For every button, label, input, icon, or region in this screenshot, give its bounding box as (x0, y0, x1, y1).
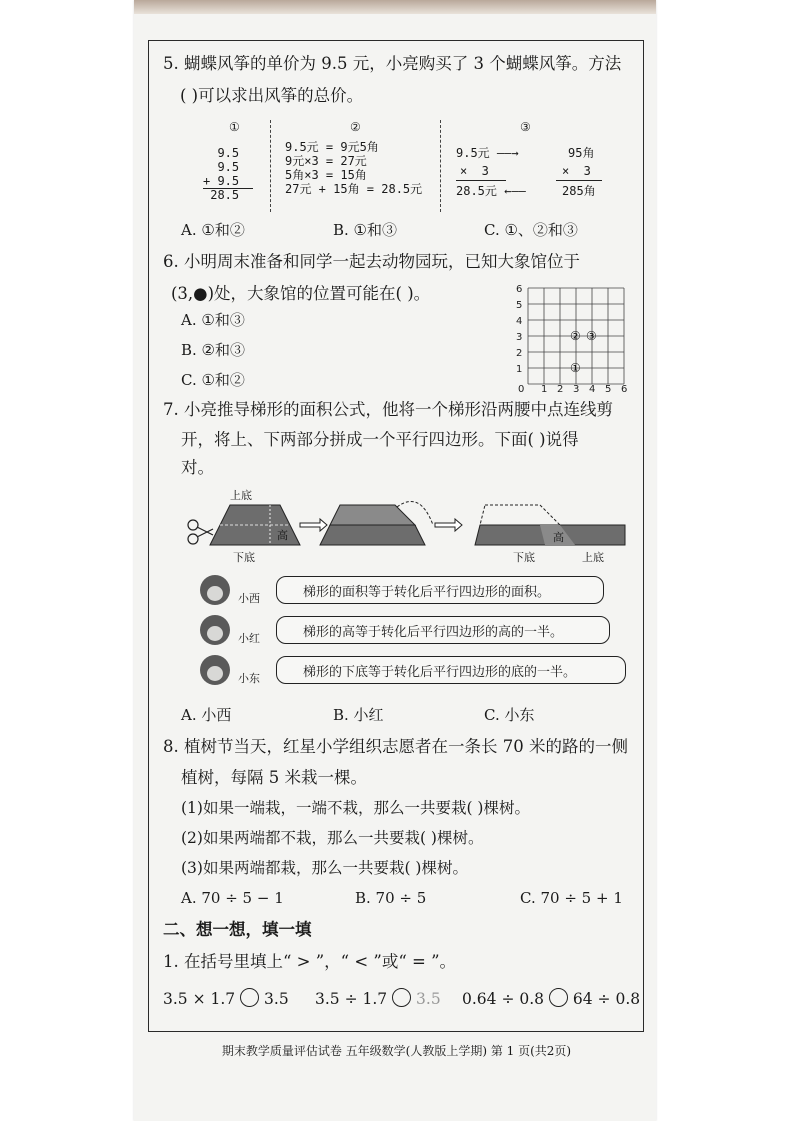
speech-bubble-xiaoxi (276, 576, 604, 604)
speech-bubble-xiaohong (276, 616, 610, 644)
label-bottom-base-1: 下底 (233, 551, 255, 564)
grid-x-1: 1 (541, 384, 548, 392)
grid-mark-3: ③ (586, 329, 597, 343)
grid-y-6: 6 (516, 284, 523, 295)
q8-sub2: (2)如果两端都不栽，那么一共要栽( )棵树。 (181, 829, 484, 847)
grid-x-6: 6 (621, 384, 628, 392)
moved-piece-outline (480, 505, 560, 525)
compare-1-right: 3.5 (264, 990, 289, 1008)
q8-option-a[interactable]: A. 70 ÷ 5 − 1 (181, 889, 284, 907)
speech-xiaodong: 梯形的下底等于转化后平行四边形的底的一半。 (303, 665, 577, 680)
q5-method3-rule2 (556, 180, 602, 181)
grid-x-2: 2 (557, 384, 564, 392)
q7-trapezoid-diagram (185, 485, 630, 570)
compare-1-left: 3.5 × 1.7 (163, 990, 236, 1008)
compare-3 (462, 988, 640, 1009)
q7-option-c[interactable]: C. 小东 (484, 706, 535, 724)
compare-1 (163, 988, 289, 1009)
speech-xiaohong: 梯形的高等于转化后平行四边形的高的一半。 (303, 625, 564, 640)
q5-method3-a2: 95角 (568, 146, 595, 160)
avatar-xiaohong (200, 615, 230, 645)
grid-mark-2: ② (570, 329, 581, 343)
scan-top-edge (134, 0, 656, 14)
q7-line1: 7. 小亮推导梯形的面积公式，他将一个梯形沿两腰中点连线剪 (163, 400, 613, 419)
q5-divider-2 (440, 120, 441, 212)
q8-sub1: (1)如果一端栽，一端不栽，那么一共要栽( )棵树。 (181, 799, 530, 817)
page-footer: 期末教学质量评估试卷 五年级数学(人教版上学期) 第 1 页(共2页) (221, 1044, 572, 1058)
q5-method3-c1: 28.5元 ←—— (456, 184, 526, 198)
section-2-title: 二、想一想，填一填 (163, 920, 312, 939)
q6-option-c[interactable]: C. ①和② (181, 371, 245, 389)
q5-divider-1 (270, 120, 271, 212)
scissors-icon (188, 520, 213, 544)
compare-3-blank[interactable] (549, 988, 568, 1007)
label-height-2: 高 (553, 531, 564, 544)
name-xiaohong: 小红 (238, 632, 260, 645)
label-top-base-2: 上底 (582, 551, 604, 564)
q5-line1: 5. 蝴蝶风筝的单价为 9.5 元，小亮购买了 3 个蝴蝶风筝。方法 (163, 54, 622, 73)
q5-option-a[interactable]: A. ①和② (181, 221, 245, 239)
q5-method3-head: ③ (520, 120, 531, 134)
compare-2-left: 3.5 ÷ 1.7 (315, 990, 388, 1008)
name-xiaoxi: 小西 (238, 592, 260, 605)
grid-y-2: 2 (516, 348, 523, 359)
speech-xiaoxi: 梯形的面积等于转化后平行四边形的面积。 (303, 585, 551, 600)
grid-y-5: 5 (516, 300, 523, 311)
name-xiaodong: 小东 (238, 672, 260, 685)
grid-x-3: 3 (573, 384, 580, 392)
q6-option-b[interactable]: B. ②和③ (181, 341, 246, 359)
q5-method2-body: 9.5元 = 9元5角 9元×3 = 27元 5角×3 = 15角 27元 + 15角 = 28.5元 (285, 140, 423, 196)
trapezoid-bottom-half (320, 525, 425, 545)
q6-option-a[interactable]: A. ①和③ (181, 311, 245, 329)
avatar-xiaoxi (200, 575, 230, 605)
grid-x-5: 5 (605, 384, 612, 392)
q5-method1-body: 9.5 9.5 + 9.5 28.5 (203, 146, 240, 202)
arrow-icon (300, 519, 327, 531)
grid-x-4: 4 (589, 384, 596, 392)
grid-y-1: 1 (516, 364, 523, 375)
grid-mark-1: ① (570, 361, 581, 375)
compare-2-blank[interactable] (392, 988, 411, 1007)
q5-method3-a1: 9.5元 ——→ (456, 146, 519, 160)
q5-method3-b1: × 3 (460, 164, 489, 178)
q5-method1-rule (203, 188, 253, 189)
q8-option-b[interactable]: B. 70 ÷ 5 (355, 889, 427, 907)
q5-option-c[interactable]: C. ①、②和③ (484, 221, 578, 239)
sec2-q1-prompt: 1. 在括号里填上“ > ”，“ < ”或“ = ”。 (163, 952, 457, 971)
q5-method2-head: ② (350, 120, 361, 134)
arrow-icon (435, 519, 462, 531)
q7-option-b[interactable]: B. 小红 (333, 706, 384, 724)
q7-line2: 开，将上、下两部分拼成一个平行四边形。下面( )说得 (181, 430, 579, 449)
compare-2 (315, 988, 441, 1009)
q8-sub3: (3)如果两端都栽，那么一共要栽( )棵树。 (181, 859, 468, 877)
q5-line2: ( )可以求出风筝的总价。 (180, 86, 364, 105)
q8-option-c[interactable]: C. 70 ÷ 5 + 1 (520, 889, 623, 907)
label-height-1: 高 (277, 529, 288, 542)
q8-line1: 8. 植树节当天，红星小学组织志愿者在一条长 70 米的路的一侧 (163, 737, 628, 756)
compare-1-blank[interactable] (240, 988, 259, 1007)
trapezoid-top-half (330, 505, 415, 525)
label-top-base-1: 上底 (230, 489, 252, 502)
q5-option-b[interactable]: B. ①和③ (333, 221, 398, 239)
q7-line3: 对。 (181, 458, 214, 477)
q5-method3-c2: 285角 (562, 184, 596, 198)
grid-y-4: 4 (516, 316, 523, 327)
q6-line1: 6. 小明周末准备和同学一起去动物园玩，已知大象馆位于 (163, 252, 580, 271)
compare-3-left: 0.64 ÷ 0.8 (462, 990, 545, 1008)
compare-3-right: 64 ÷ 0.8 (572, 990, 641, 1008)
avatar-xiaodong (200, 655, 230, 685)
grid-y-3: 3 (516, 332, 523, 343)
q6-coordinate-grid (512, 280, 636, 392)
label-bottom-base-2: 下底 (513, 551, 535, 564)
q7-option-a[interactable]: A. 小西 (181, 706, 232, 724)
grid-origin: 0 (518, 384, 525, 392)
q5-method3-b2: × 3 (562, 164, 591, 178)
q6-line2: (3,●)处，大象馆的位置可能在( )。 (171, 284, 431, 303)
q5-method1-head: ① (229, 120, 240, 134)
compare-2-right: 3.5 (416, 990, 441, 1008)
q8-line2: 植树，每隔 5 米栽一棵。 (181, 768, 367, 787)
q5-method3-rule1 (456, 180, 506, 181)
speech-bubble-xiaodong (276, 656, 626, 684)
